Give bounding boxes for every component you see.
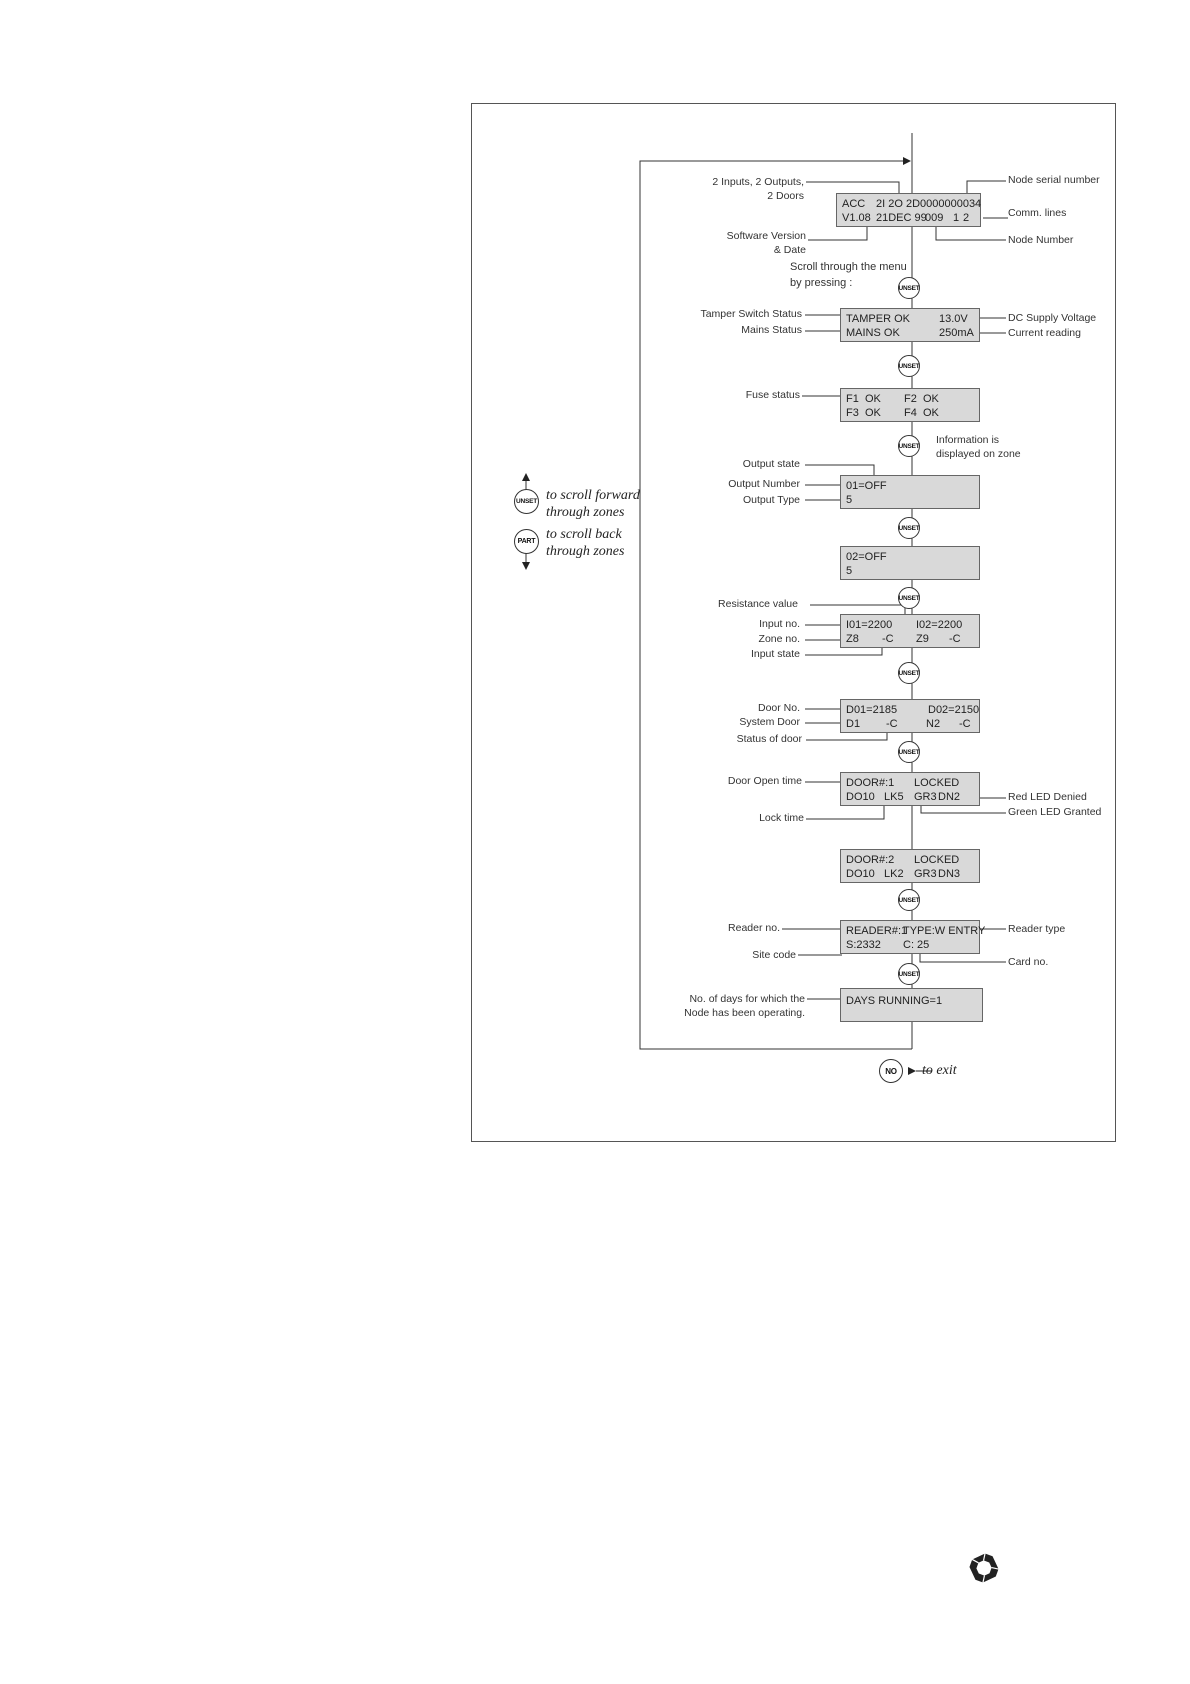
lcd-text: D02=2150 <box>928 704 980 716</box>
lcd-text: READER#:1 <box>846 925 908 937</box>
lcd-text: 5 <box>846 494 853 506</box>
lcd-text: -C <box>959 718 971 730</box>
unset-button[interactable]: UNSET <box>898 741 920 763</box>
unset-legend-button[interactable]: UNSET <box>514 489 539 514</box>
label-comm-lines: Comm. lines <box>1008 207 1067 219</box>
lcd-text: MAINS OK <box>846 327 900 339</box>
lcd-text: 02=OFF <box>846 551 887 563</box>
node-info-display <box>836 193 981 227</box>
unset-button[interactable]: UNSET <box>898 435 920 457</box>
lcd-text: F3 OK <box>846 407 881 419</box>
part-legend-button[interactable]: PART <box>514 529 539 554</box>
lcd-text: 2I 2O 2D <box>876 198 921 210</box>
label-software-date: & Date <box>773 244 806 256</box>
label-dc-supply: DC Supply Voltage <box>1008 312 1097 324</box>
lcd-text: 13.0V <box>939 313 968 325</box>
lcd-text: N2 <box>926 718 941 730</box>
lcd-text: ACC <box>842 198 866 210</box>
lcd-text: 21DEC 99 <box>876 212 927 224</box>
lcd-text: DO10 <box>846 868 875 880</box>
lcd-text: DOOR#:1 <box>846 777 895 789</box>
label-doors: 2 Doors <box>767 190 804 202</box>
label-reader-type: Reader type <box>1008 923 1066 935</box>
lcd-text: 1 <box>953 212 960 224</box>
label-site-code: Site code <box>752 949 796 961</box>
lcd-text: 01=OFF <box>846 480 887 492</box>
lcd-text: Z9 <box>916 633 929 645</box>
lcd-text: V1.08 <box>842 212 871 224</box>
lcd-text: DAYS RUNNING=1 <box>846 995 943 1007</box>
label-input-state: Input state <box>750 648 800 660</box>
legend-forward: to scroll forward <box>546 488 640 503</box>
unset-button[interactable]: UNSET <box>898 662 920 684</box>
label-software-version: Software Version <box>726 230 806 242</box>
label-green-led: Green LED Granted <box>1008 806 1102 818</box>
lcd-text: DOOR#:2 <box>846 854 895 866</box>
lcd-text: I01=2200 <box>846 619 893 631</box>
lcd-text: D01=2185 <box>846 704 898 716</box>
unset-button[interactable]: UNSET <box>898 587 920 609</box>
legend-forward-2: through zones <box>546 505 625 520</box>
lcd-text: DO10 <box>846 791 875 803</box>
label-days-running-2: Node has been operating. <box>684 1007 805 1019</box>
fuse-display <box>840 388 980 422</box>
lcd-text: GR3 <box>914 868 937 880</box>
lcd-text: LOCKED <box>914 854 960 866</box>
lcd-text: -C <box>886 718 898 730</box>
label-status-of-door: Status of door <box>736 733 802 745</box>
label-input-no: Input no. <box>759 618 800 630</box>
label-resistance-value: Resistance value <box>718 598 798 610</box>
output-1-display <box>840 475 980 509</box>
lcd-text: LK2 <box>884 868 904 880</box>
lcd-text: C: 25 <box>903 939 930 951</box>
lcd-text: F1 OK <box>846 393 881 405</box>
label-output-type: Output Type <box>742 494 800 506</box>
lcd-text: LOCKED <box>914 777 960 789</box>
info-note-2: displayed on zone <box>936 448 1021 460</box>
days-running-display <box>840 988 983 1022</box>
lcd-text: DN2 <box>938 791 961 803</box>
label-door-open-time: Door Open time <box>727 775 802 787</box>
company-logo <box>964 1548 1004 1588</box>
label-node-serial: Node serial number <box>1008 174 1100 186</box>
unset-button[interactable]: UNSET <box>898 355 920 377</box>
unset-button[interactable]: UNSET <box>898 889 920 911</box>
scroll-instruction: Scroll through the menu <box>790 261 907 273</box>
lcd-text: -C <box>949 633 961 645</box>
label-lock-time: Lock time <box>759 812 804 824</box>
legend-back-2: through zones <box>546 544 625 559</box>
unset-button[interactable]: UNSET <box>898 963 920 985</box>
label-node-number: Node Number <box>1008 234 1074 246</box>
label-tamper-switch: Tamper Switch Status <box>700 308 802 320</box>
lcd-text: 2 <box>963 212 970 224</box>
label-zone-no: Zone no. <box>758 633 800 645</box>
lcd-text: TAMPER OK <box>846 313 910 325</box>
unset-button[interactable]: UNSET <box>898 277 920 299</box>
doors-display <box>840 699 980 733</box>
lcd-text: D1 <box>846 718 861 730</box>
lcd-text: GR3 <box>914 791 937 803</box>
info-note: Information is <box>936 434 1000 446</box>
lcd-text: DN3 <box>938 868 961 880</box>
lcd-text: 250mA <box>939 327 974 339</box>
scroll-instruction-2: by pressing : <box>790 277 853 289</box>
label-output-state: Output state <box>742 458 800 470</box>
no-button[interactable]: NO <box>879 1059 903 1083</box>
lcd-text: Z8 <box>846 633 859 645</box>
inputs-display <box>840 614 980 648</box>
door-1-display <box>840 772 980 806</box>
lcd-text: F2 OK <box>904 393 939 405</box>
output-2-display <box>840 546 980 580</box>
label-system-door: System Door <box>739 716 800 728</box>
lcd-text: 5 <box>846 565 853 577</box>
lcd-text: TYPE:W ENTRY <box>903 925 986 937</box>
lcd-text: F4 OK <box>904 407 939 419</box>
exit-instruction: to exit <box>922 1063 957 1078</box>
label-output-number: Output Number <box>728 478 800 490</box>
label-days-running: No. of days for which the <box>689 993 805 1005</box>
lcd-text: 0000000034 <box>920 198 982 210</box>
lcd-text: 009 <box>925 212 944 224</box>
legend-back: to scroll back <box>546 527 622 542</box>
lcd-text: S:2332 <box>846 939 881 951</box>
tamper-display <box>840 308 980 342</box>
label-card-no: Card no. <box>1008 956 1049 968</box>
lcd-text: LK5 <box>884 791 904 803</box>
label-red-led: Red LED Denied <box>1008 791 1087 803</box>
label-inputs-outputs: 2 Inputs, 2 Outputs, <box>712 176 804 188</box>
reader-display <box>840 920 986 954</box>
label-reader-no: Reader no. <box>728 922 780 934</box>
label-fuse-status: Fuse status <box>745 389 800 401</box>
label-current-reading: Current reading <box>1008 327 1081 339</box>
door-2-display <box>840 849 980 883</box>
lcd-text: I02=2200 <box>916 619 963 631</box>
unset-button[interactable]: UNSET <box>898 517 920 539</box>
label-door-no: Door No. <box>757 702 800 714</box>
label-mains-status: Mains Status <box>741 324 802 336</box>
lcd-text: -C <box>882 633 894 645</box>
